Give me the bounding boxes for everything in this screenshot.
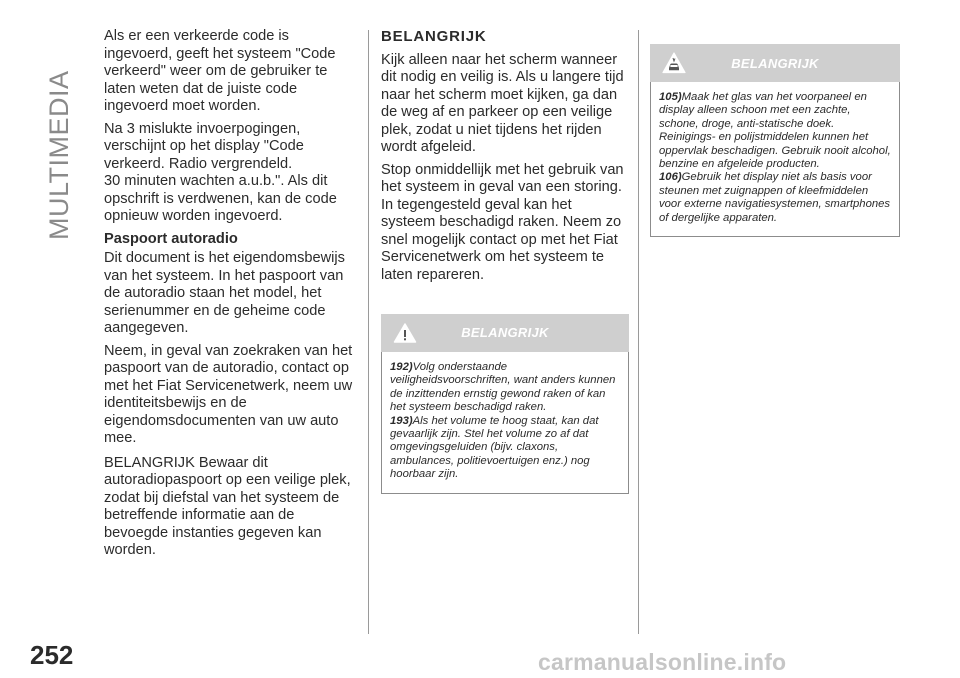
text-column-2 xyxy=(381,28,629,494)
warning-note xyxy=(659,91,891,171)
warning-triangle-icon xyxy=(393,322,417,344)
note-text: Als het volume te hoog staat, kan dat gevaarlijk zijn. Stel het volume zo af dat omgevingsgeluiden (bijv. claxons, ambulances, politievoertuigen enz.) nog hoorbaar zijn. xyxy=(390,414,599,481)
paragraph: BELANGRIJK Bewaar dit autoradiopaspoort op een veilige plek, zodat bij diefstal van het systeem de betreffende informatie aan de bevoegde instanties gegeven kan worden. xyxy=(104,454,351,558)
warning-note xyxy=(390,415,620,482)
warning-body xyxy=(381,352,629,494)
paragraph: Als er een verkeerde code is ingevoerd, geeft het systeem "Code verkeerd" weer om de gebruiker te laten weten dat de juiste code ingevoerd moet worden. xyxy=(104,28,336,114)
note-text: Volg onderstaande veiligheidsvoorschriften, want anders kunnen de inzittenden ernstig gewond raken of kan het systeem beschadigd raken. xyxy=(390,361,616,414)
warning-title: BELANGRIJK xyxy=(731,55,819,71)
text-column-3 xyxy=(650,44,900,237)
car-damage-icon xyxy=(662,52,686,74)
watermark: carmanualsonline.info xyxy=(538,649,787,675)
warning-header xyxy=(381,314,629,352)
warning-box xyxy=(381,314,629,494)
paragraph: Kijk alleen naar het scherm wanneer dit nodig en veilig is. Als u langere tijd naar het scherm moet kijken, ga dan de weg af en parkeer op een veilige plek, zodat u niet tijdens het rijden wordt afgeleid. xyxy=(381,51,624,155)
warning-title: BELANGRIJK xyxy=(461,325,549,341)
text-column-1 xyxy=(104,28,356,565)
warning-box xyxy=(650,44,900,237)
column-divider xyxy=(368,30,369,634)
note-ref: 105) xyxy=(659,91,682,103)
warning-body xyxy=(650,82,900,237)
paragraph: Neem, in geval van zoekraken van het paspoort van de autoradio, contact op met het Fiat Servicenetwerk, neem uw identiteitsbewijs en de eigendomsdocumenten van uw auto mee. xyxy=(104,342,353,446)
note-text: Gebruik het display niet als basis voor steunen met zuignappen of kleefmiddelen voor externe navigatiesystemen, smartphones of dergelijke apparaten. xyxy=(659,171,891,224)
paragraph-line: Na 3 mislukte invoerpogingen, verschijnt op het display "Code verkeerd. Radio vergrendeld. xyxy=(104,120,304,172)
paragraph xyxy=(104,121,356,226)
warning-note xyxy=(659,171,891,225)
paragraph: Stop onmiddellijk met het gebruik van het systeem in geval van een storing. In tegengesteld geval kan het systeem beschadigd raken. Neem zo snel mogelijk contact op met het Fiat Servicenetwerk om het systeem te laten repareren. xyxy=(381,161,624,283)
section-heading: BELANGRIJK xyxy=(381,28,487,45)
subheading: Paspoort autoradio xyxy=(104,230,238,247)
paragraph: Dit document is het eigendomsbewijs van het systeem. In het paspoort van de autoradio staan het model, het serienummer en de geheime code aangegeven. xyxy=(104,250,345,336)
note-ref: 193) xyxy=(390,414,413,427)
warning-note xyxy=(390,361,620,415)
note-ref: 106) xyxy=(659,171,682,184)
section-label: MULTIMEDIA xyxy=(44,70,74,240)
note-text: Maak het glas van het voorpaneel en display alleen schoon met een zachte, schone, droge, anti-statische doek. Reinigings- en polijstmiddelen kunnen het oppervlak beschadigen. Gebruik nooit alcohol, benzine en afgeleide producten. xyxy=(659,91,891,171)
paragraph-line: 30 minuten wachten a.u.b.". Als dit opschrift is verdwenen, kan de code opnieuw worden ingevoerd. xyxy=(104,173,337,224)
column-divider xyxy=(638,30,639,634)
warning-header xyxy=(650,44,900,82)
page-number: 252 xyxy=(30,640,74,670)
note-ref: 192) xyxy=(390,361,413,373)
